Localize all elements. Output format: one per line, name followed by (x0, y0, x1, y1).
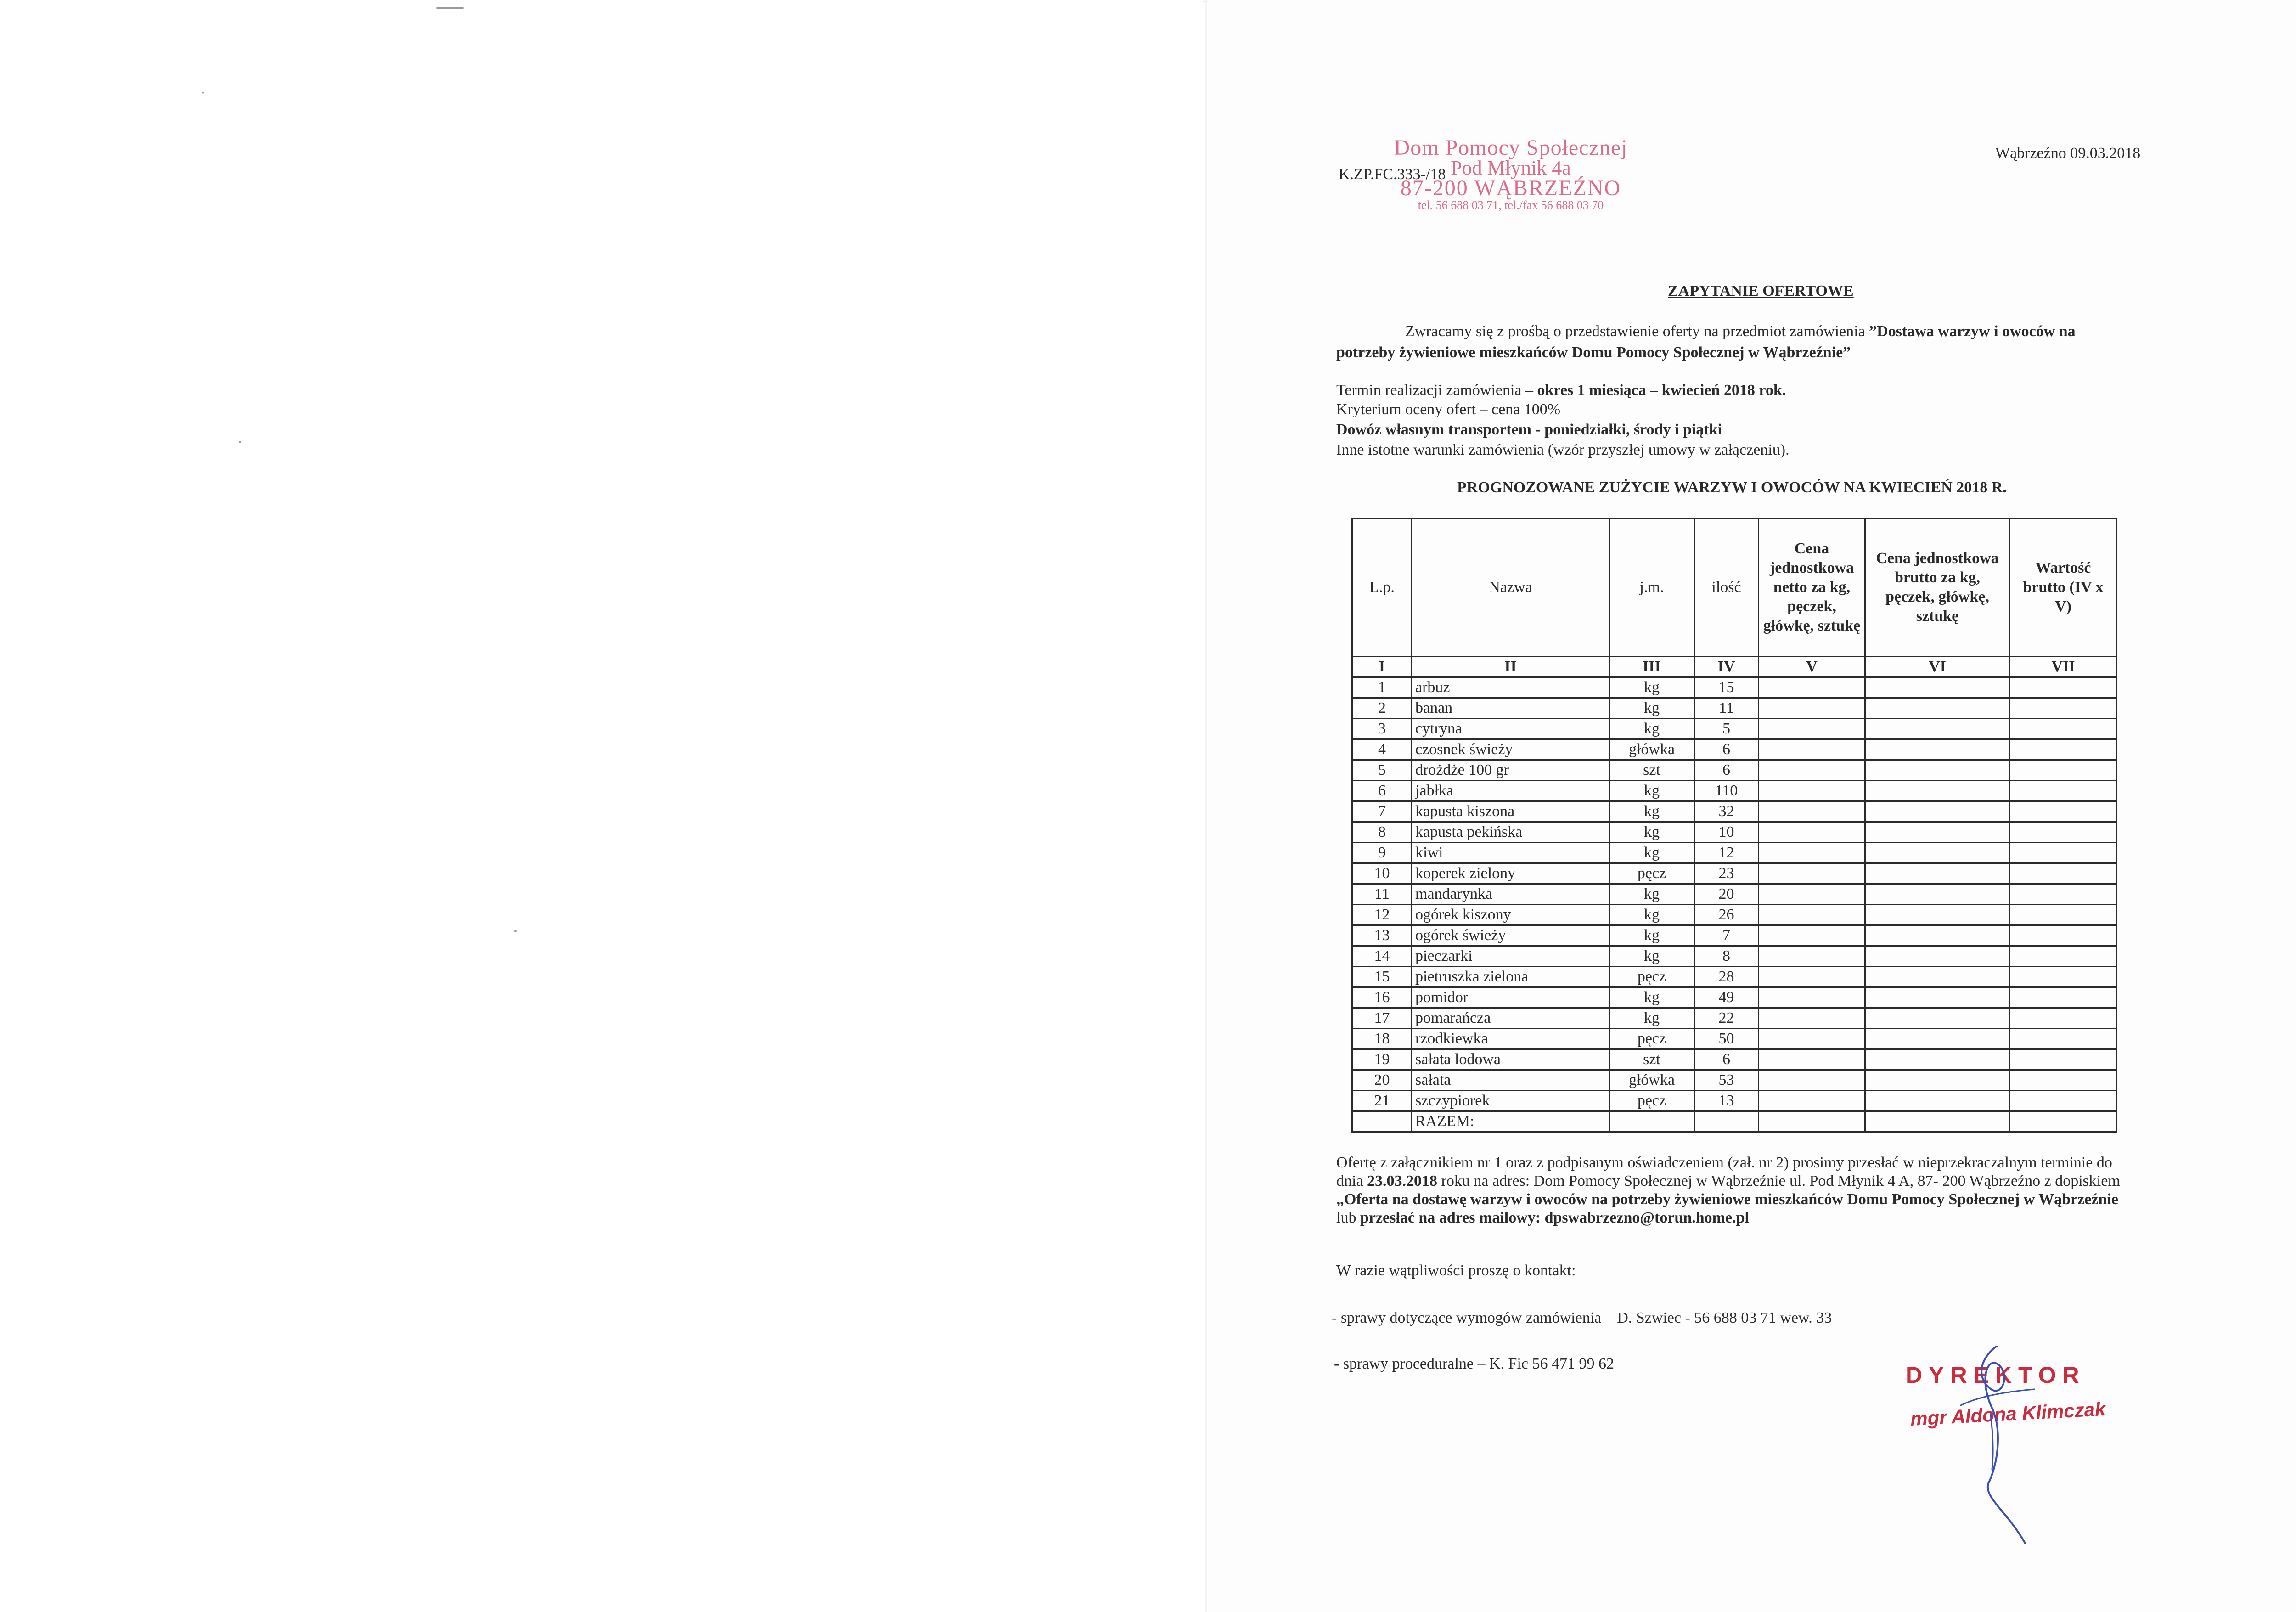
cell-unit: kg (1609, 719, 1694, 739)
cell-qty: 50 (1694, 1029, 1759, 1049)
table-row (1352, 1049, 2117, 1070)
cell-net-price (1759, 905, 1865, 925)
table-row (1352, 884, 2117, 905)
cell-gross-price (1865, 1070, 2010, 1091)
cell-lp: 11 (1352, 884, 1412, 905)
cell-lp: 10 (1352, 863, 1412, 884)
column-numbers-row (1352, 657, 2117, 677)
table-row (1352, 677, 2117, 698)
cell-unit: kg (1609, 781, 1694, 801)
cell-unit: kg (1609, 698, 1694, 719)
cell-unit: pęcz (1609, 967, 1694, 987)
cell-lp: 8 (1352, 822, 1412, 843)
table-row (1352, 967, 2117, 987)
cell-empty (1759, 1111, 1865, 1132)
cell-net-price (1759, 760, 1865, 781)
stamp-line: Dom Pomocy Społecznej (1394, 135, 1628, 160)
cell-lp: 20 (1352, 1070, 1412, 1091)
document-title: ZAPYTANIE OFERTOWE (1668, 282, 1854, 299)
cell-qty: 5 (1694, 719, 1759, 739)
cell-gross-price (1865, 739, 2010, 760)
institution-stamp (1382, 135, 1639, 212)
cell-net-price (1759, 739, 1865, 760)
column-number: IV (1694, 657, 1759, 677)
cell-empty (1352, 1111, 1412, 1132)
cell-lp: 3 (1352, 719, 1412, 739)
cell-net-price (1759, 1070, 1865, 1091)
cell-qty: 28 (1694, 967, 1759, 987)
cell-name: kapusta pekińska (1412, 822, 1609, 843)
cell-name: koperek zielony (1412, 863, 1609, 884)
cell-qty: 7 (1694, 925, 1759, 946)
cell-lp: 14 (1352, 946, 1412, 967)
cell-empty (2010, 1111, 2117, 1132)
cell-lp: 9 (1352, 843, 1412, 863)
cell-unit: kg (1609, 987, 1694, 1008)
table-row (1352, 987, 2117, 1008)
signature-title: DYREKTOR (1906, 1362, 2086, 1388)
header-gross-price: Cena jednostkowa brutto za kg, pęczek, główkę, sztukę (1865, 519, 2010, 657)
cell-name: banan (1412, 698, 1609, 719)
cell-name: sałata lodowa (1412, 1049, 1609, 1070)
cell-name: jabłka (1412, 781, 1609, 801)
column-number: III (1609, 657, 1694, 677)
table-row (1352, 822, 2117, 843)
header-net-price: Cena jednostkowa netto za kg, pęczek, główkę, sztukę (1759, 519, 1865, 657)
cell-gross-value (2010, 905, 2117, 925)
cell-gross-price (1865, 884, 2010, 905)
cell-name: sałata (1412, 1070, 1609, 1091)
column-number: I (1352, 657, 1412, 677)
cell-gross-value (2010, 843, 2117, 863)
cell-qty: 8 (1694, 946, 1759, 967)
total-row (1352, 1111, 2117, 1132)
cell-net-price (1759, 967, 1865, 987)
cell-net-price (1759, 1029, 1865, 1049)
table-header-row (1352, 519, 2117, 657)
header-name: Nazwa (1412, 519, 1609, 657)
cell-empty (1694, 1111, 1759, 1132)
cell-gross-price (1865, 801, 2010, 822)
cell-gross-value (2010, 1029, 2117, 1049)
header-gross-value: Wartość brutto (IV x V) (2010, 519, 2117, 657)
table-row (1352, 739, 2117, 760)
cell-unit: kg (1609, 884, 1694, 905)
closing-line-4 (1336, 1208, 1749, 1228)
table-row (1352, 863, 2117, 884)
cell-unit: kg (1609, 843, 1694, 863)
header-lp: L.p. (1352, 519, 1412, 657)
total-label: RAZEM: (1412, 1111, 1609, 1132)
table-row (1352, 843, 2117, 863)
cell-name: pomidor (1412, 987, 1609, 1008)
cell-gross-value (2010, 1070, 2117, 1091)
scan-mark (436, 7, 464, 9)
cell-unit: kg (1609, 905, 1694, 925)
cell-qty: 22 (1694, 1008, 1759, 1029)
cell-lp: 13 (1352, 925, 1412, 946)
cell-name: kapusta kiszona (1412, 801, 1609, 822)
cell-qty: 32 (1694, 801, 1759, 822)
cell-net-price (1759, 925, 1865, 946)
closing-line-2 (1336, 1171, 2120, 1191)
table-body (1352, 519, 2117, 1132)
cell-name: ogórek świeży (1412, 925, 1609, 946)
cell-name: pietruszka zielona (1412, 967, 1609, 987)
cell-qty: 53 (1694, 1070, 1759, 1091)
stamp-line: 87-200 WĄBRZEŹNO (1400, 176, 1621, 200)
cell-net-price (1759, 801, 1865, 822)
cell-gross-price (1865, 987, 2010, 1008)
cell-qty: 13 (1694, 1091, 1759, 1111)
criterion-line: Kryterium oceny ofert – cena 100% (1336, 401, 1561, 418)
cell-unit: szt (1609, 1049, 1694, 1070)
cell-net-price (1759, 987, 1865, 1008)
cell-unit: kg (1609, 1008, 1694, 1029)
cell-gross-value (2010, 801, 2117, 822)
cell-qty: 15 (1694, 677, 1759, 698)
cell-gross-price (1865, 1008, 2010, 1029)
cell-qty: 6 (1694, 1049, 1759, 1070)
reference-number: K.ZP.FC.333-/18 (1339, 166, 1446, 183)
cell-unit: kg (1609, 677, 1694, 698)
cell-lp: 21 (1352, 1091, 1412, 1111)
table-row (1352, 1008, 2117, 1029)
scan-speck (514, 930, 517, 932)
cell-gross-value (2010, 1049, 2117, 1070)
cell-qty: 23 (1694, 863, 1759, 884)
cell-gross-price (1865, 946, 2010, 967)
cell-gross-price (1865, 698, 2010, 719)
cell-qty: 11 (1694, 698, 1759, 719)
contact-procedural: - sprawy proceduralne – K. Fic 56 471 99 62 (1334, 1355, 1614, 1372)
contact-intro: W razie wątpliwości proszę o kontakt: (1336, 1262, 1576, 1279)
cell-name: pomarańcza (1412, 1008, 1609, 1029)
table-row (1352, 781, 2117, 801)
closing-line-1: Ofertę z załącznikiem nr 1 oraz z podpisanym oświadczeniem (zał. nr 2) prosimy przesłać w nieprzekraczalnym terminie do (1336, 1154, 2112, 1171)
table-row (1352, 1091, 2117, 1111)
cell-gross-price (1865, 863, 2010, 884)
cell-unit: szt (1609, 760, 1694, 781)
cell-gross-price (1865, 822, 2010, 843)
cell-name: drożdże 100 gr (1412, 760, 1609, 781)
cell-unit: główka (1609, 1070, 1694, 1091)
cell-gross-value (2010, 698, 2117, 719)
intro-text: Zwracamy się z prośbą o przedstawienie oferty na przedmiot zamówienia (1405, 323, 1869, 340)
cell-unit: kg (1609, 946, 1694, 967)
cell-gross-price (1865, 1091, 2010, 1111)
cell-net-price (1759, 1049, 1865, 1070)
cell-gross-value (2010, 1091, 2117, 1111)
cell-net-price (1759, 1008, 1865, 1029)
consumption-table (1351, 518, 2117, 1133)
cell-name: rzodkiewka (1412, 1029, 1609, 1049)
table-row (1352, 1070, 2117, 1091)
cell-gross-price (1865, 1049, 2010, 1070)
table-row (1352, 1029, 2117, 1049)
cell-net-price (1759, 698, 1865, 719)
cell-name: ogórek kiszony (1412, 905, 1609, 925)
cell-gross-value (2010, 967, 2117, 987)
cell-net-price (1759, 863, 1865, 884)
cell-qty: 6 (1694, 739, 1759, 760)
cell-net-price (1759, 677, 1865, 698)
table-row (1352, 905, 2117, 925)
header-unit: j.m. (1609, 519, 1694, 657)
cell-qty: 6 (1694, 760, 1759, 781)
cell-gross-value (2010, 925, 2117, 946)
deadline-date: 23.03.2018 (1367, 1172, 1438, 1189)
cell-gross-price (1865, 925, 2010, 946)
cell-unit: kg (1609, 801, 1694, 822)
cell-gross-value (2010, 760, 2117, 781)
cell-gross-value (2010, 884, 2117, 905)
closing-or: lub (1336, 1209, 1360, 1226)
place-date: Wąbrzeźno 09.03.2018 (1995, 145, 2141, 162)
cell-gross-value (2010, 677, 2117, 698)
cell-gross-value (2010, 822, 2117, 843)
cell-unit: kg (1609, 925, 1694, 946)
cell-net-price (1759, 781, 1865, 801)
stamp-line: tel. 56 688 03 71, tel./fax 56 688 03 70 (1418, 198, 1604, 212)
cell-unit: kg (1609, 822, 1694, 843)
cell-name: cytryna (1412, 719, 1609, 739)
cell-name: mandarynka (1412, 884, 1609, 905)
cell-name: arbuz (1412, 677, 1609, 698)
cell-gross-price (1865, 719, 2010, 739)
cell-gross-value (2010, 719, 2117, 739)
cell-empty (1609, 1111, 1694, 1132)
table-row (1352, 925, 2117, 946)
cell-lp: 7 (1352, 801, 1412, 822)
cell-lp: 5 (1352, 760, 1412, 781)
cell-unit: pęcz (1609, 1091, 1694, 1111)
stamp-line: Pod Młynik 4a (1451, 157, 1571, 179)
delivery-line: Dowóz własnym transportem - poniedziałki, środy i piątki (1336, 421, 1722, 438)
cell-gross-value (2010, 946, 2117, 967)
cell-lp: 1 (1352, 677, 1412, 698)
cell-lp: 15 (1352, 967, 1412, 987)
cell-qty: 26 (1694, 905, 1759, 925)
cell-gross-price (1865, 905, 2010, 925)
email-instruction: przesłać na adres mailowy: dpswabrzezno@torun.home.pl (1360, 1209, 1749, 1226)
scan-speck (202, 92, 204, 94)
cell-lp: 6 (1352, 781, 1412, 801)
cell-unit: główka (1609, 739, 1694, 760)
header-qty: ilość (1694, 519, 1759, 657)
table-row (1352, 760, 2117, 781)
order-subject-cont: potrzeby żywieniowe mieszkańców Domu Pomocy Społecznej w Wąbrzeźnie” (1336, 344, 1851, 361)
cell-lp: 18 (1352, 1029, 1412, 1049)
cell-qty: 12 (1694, 843, 1759, 863)
cell-qty: 110 (1694, 781, 1759, 801)
column-number: VI (1865, 657, 2010, 677)
table-title: PROGNOZOWANE ZUŻYCIE WARZYW I OWOCÓW NA KWIECIEŃ 2018 R. (1457, 479, 2007, 496)
cell-qty: 10 (1694, 822, 1759, 843)
signature-name: mgr Aldona Klimczak (1910, 1398, 2106, 1430)
cell-net-price (1759, 822, 1865, 843)
table-row (1352, 719, 2117, 739)
order-subject: ”Dostawa warzyw i owoców na (1869, 323, 2076, 340)
column-number: VII (2010, 657, 2117, 677)
cell-qty: 49 (1694, 987, 1759, 1008)
cell-name: kiwi (1412, 843, 1609, 863)
cell-unit: pęcz (1609, 1029, 1694, 1049)
cell-gross-value (2010, 987, 2117, 1008)
cell-net-price (1759, 946, 1865, 967)
cell-net-price (1759, 1091, 1865, 1111)
cell-net-price (1759, 719, 1865, 739)
cell-gross-price (1865, 677, 2010, 698)
term-line (1336, 380, 1786, 400)
term-label: Termin realizacji zamówienia – (1336, 382, 1537, 399)
cell-name: czosnek świeży (1412, 739, 1609, 760)
column-number: V (1759, 657, 1865, 677)
cell-empty (1865, 1111, 2010, 1132)
cell-gross-price (1865, 760, 2010, 781)
cell-unit: pęcz (1609, 863, 1694, 884)
other-conditions: Inne istotne warunki zamówienia (wzór przyszłej umowy w załączeniu). (1336, 441, 1790, 458)
cell-name: pieczarki (1412, 946, 1609, 967)
cell-gross-price (1865, 781, 2010, 801)
table-row (1352, 698, 2117, 719)
column-number: II (1412, 657, 1609, 677)
cell-lp: 4 (1352, 739, 1412, 760)
closing-annotation: „Oferta na dostawę warzyw i owoców na potrzeby żywieniowe mieszkańców Domu Pomocy Społecznej w Wąbrzeźnie (1336, 1191, 2118, 1208)
cell-gross-value (2010, 739, 2117, 760)
cell-qty: 20 (1694, 884, 1759, 905)
cell-net-price (1759, 843, 1865, 863)
contact-requirements: - sprawy dotyczące wymogów zamówienia – D. Szwiec - 56 688 03 71 wew. 33 (1332, 1309, 1832, 1326)
term-value: okres 1 miesiąca – kwiecień 2018 rok. (1537, 382, 1786, 399)
cell-gross-value (2010, 781, 2117, 801)
table-row (1352, 946, 2117, 967)
handwritten-signature (1942, 1346, 2043, 1548)
cell-lp: 17 (1352, 1008, 1412, 1029)
intro-paragraph (1405, 321, 2076, 342)
cell-lp: 12 (1352, 905, 1412, 925)
cell-lp: 2 (1352, 698, 1412, 719)
cell-gross-price (1865, 1029, 2010, 1049)
cell-lp: 19 (1352, 1049, 1412, 1070)
cell-gross-price (1865, 843, 2010, 863)
page-divider (1205, 0, 1207, 1612)
cell-gross-value (2010, 863, 2117, 884)
table-row (1352, 801, 2117, 822)
closing-address: roku na adres: Dom Pomocy Społecznej w Wąbrzeźnie ul. Pod Młynik 4 A, 87- 200 Wąbrzeźno z dopiskiem (1437, 1172, 2120, 1189)
cell-lp: 16 (1352, 987, 1412, 1008)
cell-gross-value (2010, 1008, 2117, 1029)
cell-net-price (1759, 884, 1865, 905)
cell-gross-price (1865, 967, 2010, 987)
cell-name: szczypiorek (1412, 1091, 1609, 1111)
scan-speck (239, 441, 241, 443)
closing-prefix: dnia (1336, 1172, 1367, 1189)
